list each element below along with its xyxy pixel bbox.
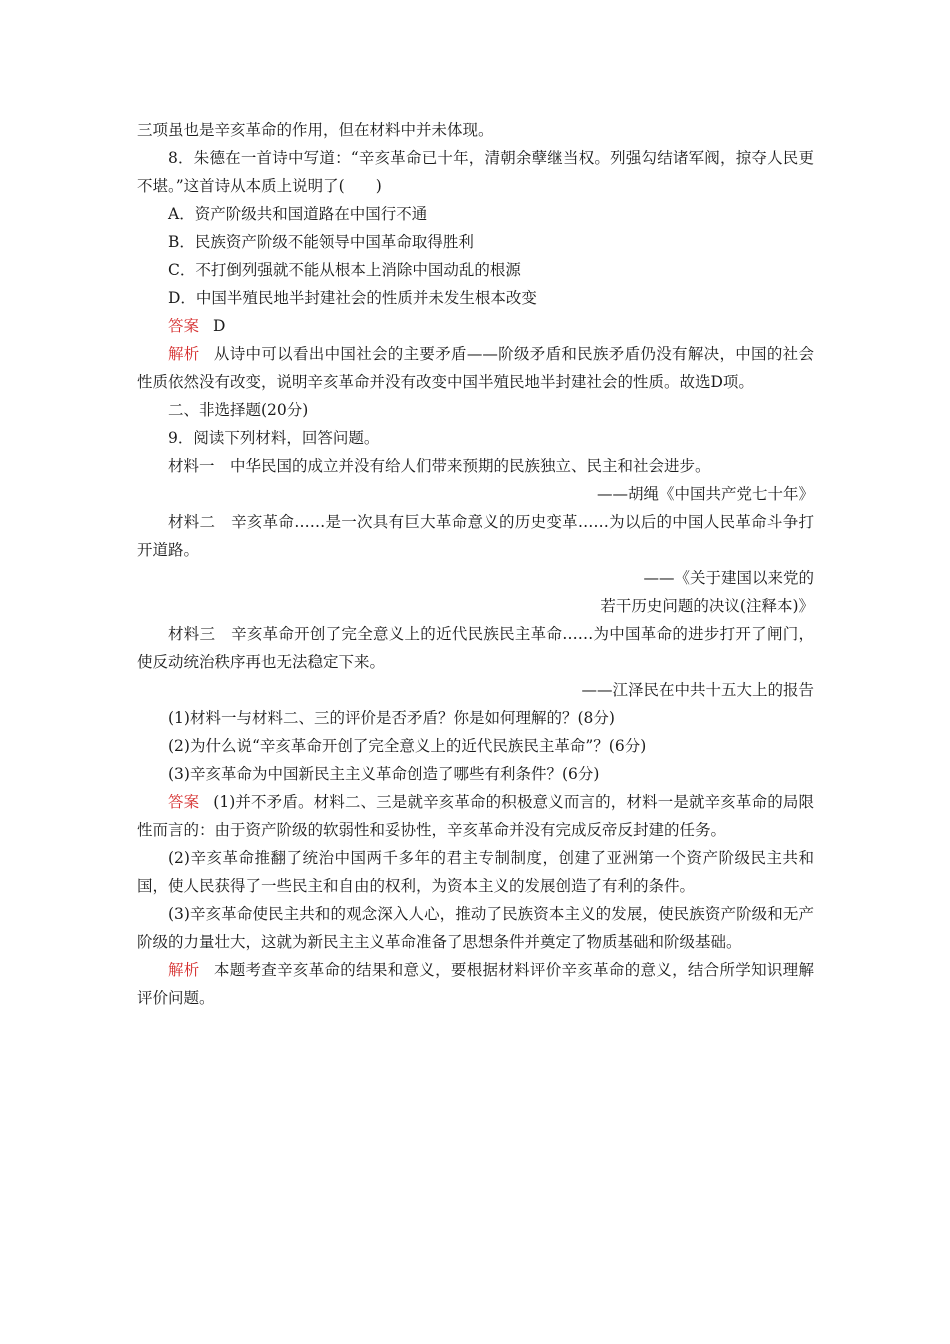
material-1-source: ——胡绳《中国共产党七十年》 xyxy=(596,485,814,503)
option-a: A．资产阶级共和国道路在中国行不通 xyxy=(168,205,428,223)
intro-line: 三项虽也是辛亥革命的作用，但在材料中并未体现。 xyxy=(137,121,494,139)
answer-text-1: (1)并不矛盾。材料二、三是就辛亥革命的积极意义而言的，材料一是就辛亥革命的局限性而言的：由于资产阶级的软弱性和妥协性，辛亥革命并没有完成反帝反封建的任务。 xyxy=(137,793,814,839)
material-2-source-line2: 若干历史问题的决议(注释本)》 xyxy=(600,597,814,615)
analysis-label: 解析 xyxy=(168,345,200,363)
answer-label: 答案 xyxy=(168,317,200,335)
analysis-label: 解析 xyxy=(168,961,200,979)
q8-answer xyxy=(137,312,814,340)
answer-value: D xyxy=(213,317,226,335)
answer-label: 答案 xyxy=(168,793,200,811)
q9-answer-2: (2)辛亥革命推翻了统治中国两千多年的君主专制制度，创建了亚洲第一个资产阶级民主共和国，使人民获得了一些民主和自由的权利，为资本主义的发展创造了有利的条件。 xyxy=(137,849,814,895)
analysis-text: 本题考查辛亥革命的结果和意义，要根据材料评价辛亥革命的意义，结合所学知识理解评价问题。 xyxy=(137,961,814,1007)
material-2: 材料二 辛亥革命……是一次具有巨大革命意义的历史变革……为以后的中国人民革命斗争打开道路。 xyxy=(137,513,814,559)
analysis-text: 从诗中可以看出中国社会的主要矛盾——阶级矛盾和民族矛盾仍没有解决，中国的社会性质依然没有改变，说明辛亥革命并没有改变中国半殖民地半封建社会的性质。故选D项。 xyxy=(137,345,814,391)
question-9-stem: 9．阅读下列材料，回答问题。 xyxy=(168,429,380,447)
option-d: D．中国半殖民地半封建社会的性质并未发生根本改变 xyxy=(168,289,537,307)
material-3: 材料三 辛亥革命开创了完全意义上的近代民族民主革命……为中国革命的进步打开了闸门，使反动统治秩序再也无法稳定下来。 xyxy=(137,625,814,671)
sub-question-2: (2)为什么说“辛亥革命开创了完全意义上的近代民族民主革命”？(6分) xyxy=(168,737,647,755)
option-b: B．民族资产阶级不能领导中国革命取得胜利 xyxy=(168,233,474,251)
sub-question-3: (3)辛亥革命为中国新民主主义革命创造了哪些有利条件？(6分) xyxy=(168,765,600,783)
material-2-source-line1: ——《关于建国以来党的 xyxy=(643,569,814,587)
q8-analysis xyxy=(137,340,814,396)
question-8-stem: 8．朱德在一首诗中写道：“辛亥革命已十年，清朝余孽继当权。列强勾结诸军阀，掠夺人民更不堪。”这首诗从本质上说明了( ) xyxy=(137,149,814,195)
sub-question-1: (1)材料一与材料二、三的评价是否矛盾？你是如何理解的？(8分) xyxy=(168,709,615,727)
q9-analysis xyxy=(137,956,814,1012)
material-3-source: ——江泽民在中共十五大上的报告 xyxy=(581,681,814,699)
document-page xyxy=(137,116,814,1012)
q9-answer-1 xyxy=(137,788,814,844)
section-2-title: 二、非选择题(20分) xyxy=(168,401,309,419)
material-1: 材料一 中华民国的成立并没有给人们带来预期的民族独立、民主和社会进步。 xyxy=(168,457,711,475)
option-c: C．不打倒列强就不能从根本上消除中国动乱的根源 xyxy=(168,261,521,279)
q9-answer-3: (3)辛亥革命使民主共和的观念深入人心，推动了民族资本主义的发展，使民族资产阶级和无产阶级的力量壮大，这就为新民主主义革命准备了思想条件并奠定了物质基础和阶级基础。 xyxy=(137,905,814,951)
